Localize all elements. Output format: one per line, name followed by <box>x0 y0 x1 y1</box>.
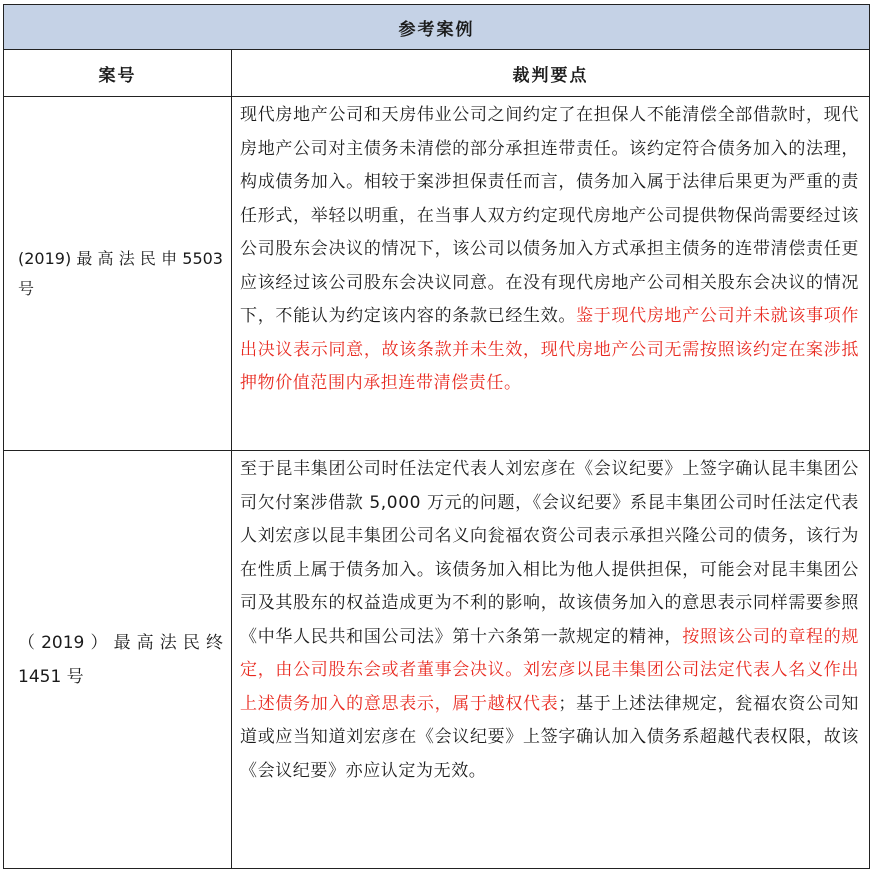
key-points-text-tail: ；基于上述法律规定，瓮福农资公司知道或应当知道刘宏彦在《会议纪要》上签字确认加入债务系超越代表权限，故该《会议纪要》亦应认定为无效。 <box>240 693 859 781</box>
key-points-cell <box>232 451 870 869</box>
case-number: (2019) 最 高 法 民 申 5503 号 <box>4 97 232 451</box>
table-header-row <box>4 50 870 97</box>
case-number: （2019）最高法民终 1451 号 <box>4 451 232 869</box>
key-points-text: 现代房地产公司和天房伟业公司之间约定了在担保人不能清偿全部借款时，现代房地产公司对主债务未清偿的部分承担连带责任。该约定符合债务加入的法理，构成债务加入。相较于案涉担保责任而言，债务加入属于法律后果更为严重的责任形式，举轻以明重，在当事人双方约定现代房地产公司提供物保尚需要经过该公司股东会决议的情况下，该公司以债务加入方式承担主债务的连带清偿责任更应该经过该公司股东会决议同意。在没有现代房地产公司相关股东会决议的情况下，不能认为约定该内容的条款已经生效。 <box>240 105 859 326</box>
key-points-emphasis: 按照该公司的章程的规定，由公司股东会或者董事会决议。刘宏彦以昆丰集团公司法定代表人名义作出上述债务加入的意思表示，属于越权代表 <box>240 626 860 714</box>
table-title: 参考案例 <box>4 5 870 50</box>
table-row <box>4 451 870 869</box>
key-points-text: 至于昆丰集团公司时任法定代表人刘宏彦在《会议纪要》上签字确认昆丰集团公司欠付案涉借款 5,000 万元的问题，《会议纪要》系昆丰集团公司时任法定代表人刘宏彦以昆丰集团公司名义向瓮福农资公司表示承担兴隆公司的债务，该行为在性质上属于债务加入。该债务加入相比为他人提供担保，可能会对昆丰集团公司及其股东的权益造成更为不利的影响，故该债务加入的意思表示同样需要参照《中华人民共和国公司法》第十六条第一款规定的精神， <box>240 459 859 647</box>
key-points-cell <box>232 97 870 451</box>
header-case-no: 案号 <box>4 50 232 97</box>
table-row <box>4 97 870 451</box>
key-points-emphasis: 鉴于现代房地产公司并未就该事项作出决议表示同意，故该条款并未生效，现代房地产公司无需按照该约定在案涉抵押物价值范围内承担连带清偿责任。 <box>240 306 859 393</box>
table-title-row <box>4 5 870 50</box>
reference-cases-table <box>3 4 870 869</box>
header-key-points: 裁判要点 <box>232 50 870 97</box>
